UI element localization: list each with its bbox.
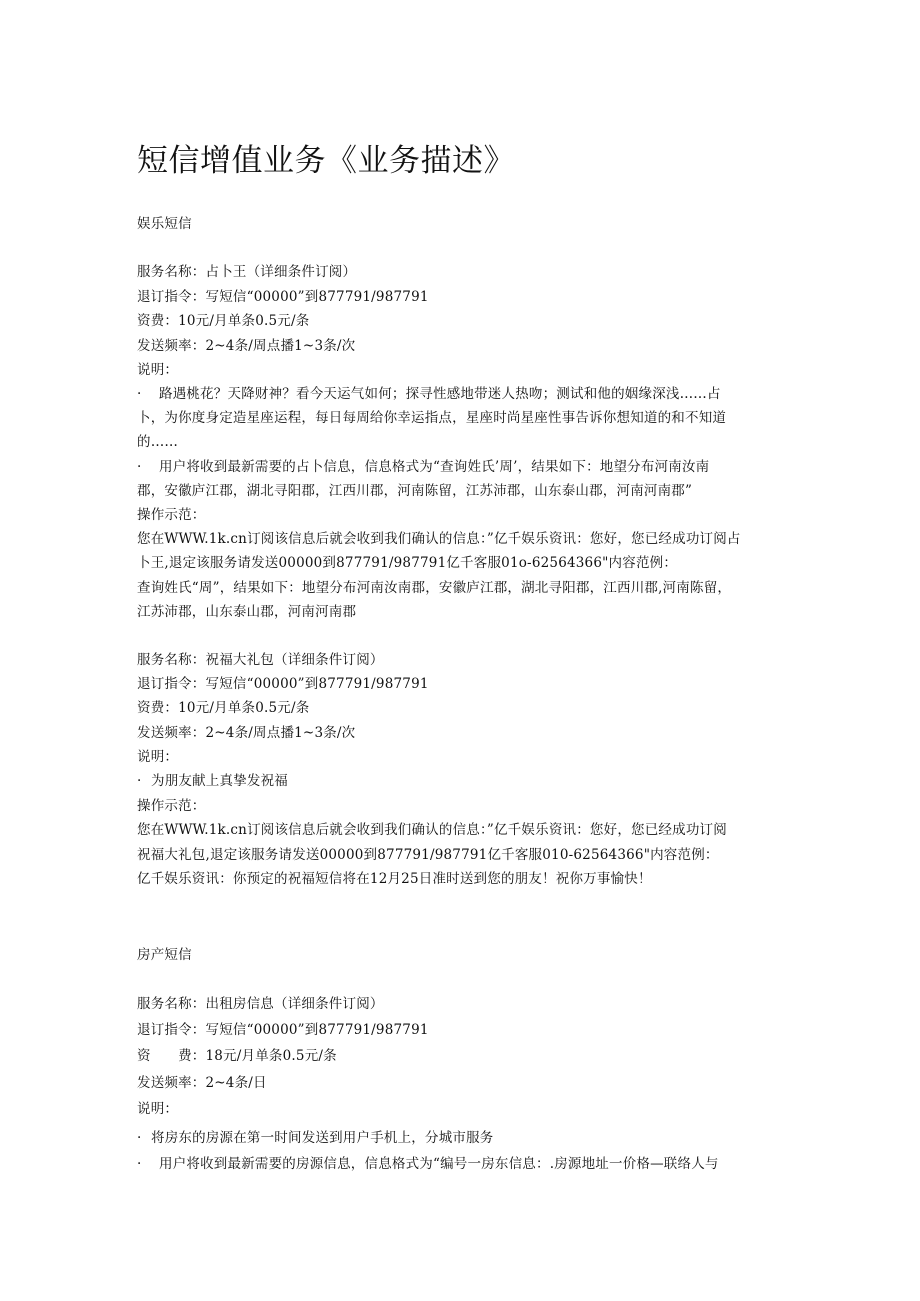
bullet-text: 为朋友献上真挚发祝福 <box>151 773 288 789</box>
example-label: 操作示范： <box>137 507 206 523</box>
service-cancel: 退订指令：写短信“00000”到877791/987791 <box>137 676 429 692</box>
example-label: 操作示范： <box>137 798 206 814</box>
service-name: 服务名称：出租房信息（详细条件订阅） <box>137 996 384 1012</box>
description-label: 说明： <box>137 1101 179 1117</box>
description-label: 说明： <box>137 749 179 765</box>
service-fee: 资费：10元/月单条0.5元/条 <box>137 313 310 329</box>
description-label: 说明： <box>137 362 179 378</box>
service-cancel: 退订指令：写短信“00000”到877791/987791 <box>137 289 429 305</box>
bullet-dot-icon: · <box>137 1130 142 1146</box>
example-line: 查询姓氏“周”，结果如下：地望分布河南汝南郡，安徽庐江郡，湖北寻阳郡，江西川郡,河南陈留， <box>137 580 732 596</box>
service-frequency: 发送频率：2~4条/日 <box>137 1075 267 1091</box>
service-cancel: 退订指令：写短信“00000”到877791/987791 <box>137 1022 429 1038</box>
bullet-dot-icon: · <box>137 1156 142 1172</box>
service-fee: 资费：10元/月单条0.5元/条 <box>137 700 310 716</box>
service-fee: 资 费：18元/月单条0.5元/条 <box>137 1048 337 1064</box>
bullet-line <box>137 457 709 477</box>
bullet-line <box>137 1128 494 1148</box>
bullet-line <box>137 384 721 404</box>
bullet-line <box>137 1154 719 1174</box>
bullet-dot-icon: · <box>137 773 142 789</box>
bullet-continuation: 郡，安徽庐江郡，湖北寻阳郡，江西川郡，河南陈留，江苏沛郡，山东泰山郡，河南河南郡” <box>137 483 693 499</box>
service-frequency: 发送频率：2~4条/周点播1~3条/次 <box>137 338 356 354</box>
example-line: 祝福大礼包,退定该服务请发送00000到877791/987791亿千客服010-62564366"内容范例： <box>137 847 719 863</box>
bullet-dot-icon: · <box>137 386 142 402</box>
bullet-dot-icon: · <box>137 459 142 475</box>
bullet-text: 将房东的房源在第一时间发送到用户手机上，分城市服务 <box>151 1130 494 1146</box>
bullet-continuation: 的…… <box>137 434 179 450</box>
service-name: 服务名称：祝福大礼包（详细条件订阅） <box>137 652 384 668</box>
example-line: 江苏沛郡，山东泰山郡，河南河南郡 <box>137 604 357 620</box>
section-heading: 娱乐短信 <box>137 216 192 232</box>
example-line: 卜王,退定该服务请发送00000到877791/987791亿千客服01o-62564366"内容范例： <box>137 555 678 571</box>
example-line: 亿千娱乐资讯：你预定的祝福短信将在12月25日准时送到您的朋友！祝你万事愉快！ <box>137 871 652 887</box>
document-title: 短信增值业务《业务描述》 <box>137 143 515 179</box>
bullet-text: 用户将收到最新需要的占卜信息，信息格式为“查询姓氏’周’，结果如下：地望分布河南汝南 <box>159 459 710 475</box>
example-line: 您在WWW.1k.cn订阅该信息后就会收到我们确认的信息：”亿千娱乐资讯：您好，您已经成功订阅占 <box>137 531 741 547</box>
example-line: 您在WWW.1k.cn订阅该信息后就会收到我们确认的信息：”亿千娱乐资讯：您好，您已经成功订阅 <box>137 822 727 838</box>
bullet-text: 路遇桃花？天降财神？看今天运气如何；探寻性感地带迷人热吻；测试和他的姻缘深浅……占 <box>159 386 721 402</box>
bullet-text: 用户将收到最新需要的房源信息，信息格式为“编号一房东信息：.房源地址一价格—联络人与 <box>159 1156 719 1172</box>
service-frequency: 发送频率：2~4条/周点播1~3条/次 <box>137 725 356 741</box>
bullet-line <box>137 771 288 791</box>
section-heading: 房产短信 <box>137 947 192 963</box>
bullet-continuation: 卜，为你度身定造星座运程，每日每周给你幸运指点，星座时尚星座性事告诉你想知道的和不知道 <box>137 410 727 426</box>
service-name: 服务名称：占卜王（详细条件订阅） <box>137 264 357 280</box>
